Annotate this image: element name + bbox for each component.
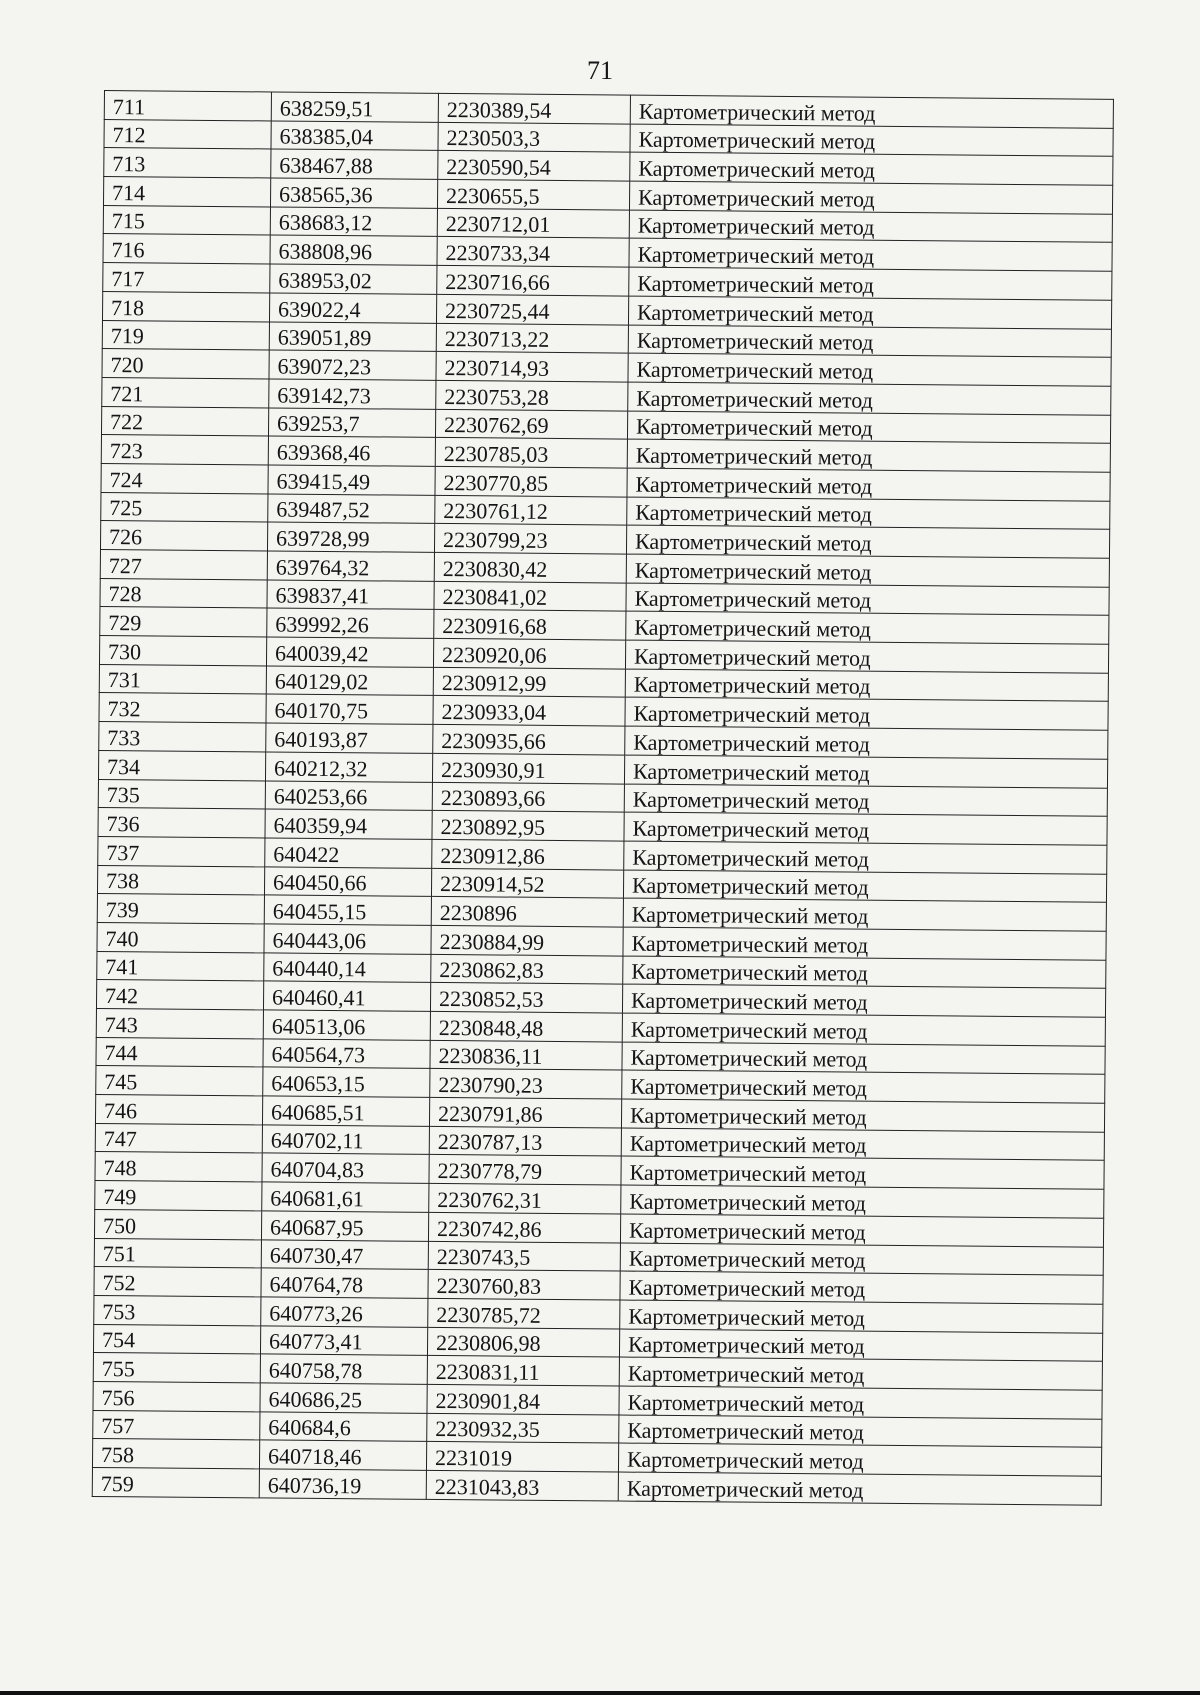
point-number-cell: 718 <box>102 291 269 321</box>
point-number-cell: 734 <box>98 750 265 780</box>
point-number-cell: 724 <box>101 463 268 493</box>
method-cell: Картометрический метод <box>619 1357 1102 1390</box>
point-number-cell: 717 <box>103 263 270 293</box>
method-cell: Картометрический метод <box>623 898 1106 931</box>
y-coordinate-cell: 2230590,54 <box>438 151 630 181</box>
method-cell: Картометрический метод <box>622 1070 1105 1103</box>
x-coordinate-cell: 640687,95 <box>261 1211 428 1241</box>
x-coordinate-cell: 640253,66 <box>265 780 432 810</box>
point-number-cell: 742 <box>96 980 263 1010</box>
point-number-cell: 736 <box>98 808 265 838</box>
method-cell: Картометрический метод <box>622 984 1105 1017</box>
point-number-cell: 740 <box>97 922 264 952</box>
y-coordinate-cell: 2230790,23 <box>430 1069 622 1099</box>
x-coordinate-cell: 640730,47 <box>261 1239 428 1269</box>
y-coordinate-cell: 2230896 <box>431 897 623 927</box>
y-coordinate-cell: 2230760,83 <box>428 1270 620 1300</box>
x-coordinate-cell: 640718,46 <box>259 1440 426 1470</box>
y-coordinate-cell: 2230884,99 <box>431 925 623 955</box>
method-cell: Картометрический метод <box>618 1443 1101 1476</box>
y-coordinate-cell: 2230893,66 <box>432 782 624 812</box>
y-coordinate-cell: 2230762,69 <box>435 409 627 439</box>
point-number-cell: 712 <box>104 119 271 149</box>
method-cell: Картометрический метод <box>627 439 1110 472</box>
method-cell: Картометрический метод <box>618 1472 1101 1505</box>
y-coordinate-cell: 2230935,66 <box>433 725 625 755</box>
x-coordinate-cell: 640773,41 <box>260 1325 427 1355</box>
y-coordinate-cell: 2230733,34 <box>437 237 629 267</box>
point-number-cell: 758 <box>92 1439 259 1469</box>
y-coordinate-cell: 2230791,86 <box>429 1097 621 1127</box>
x-coordinate-cell: 639487,52 <box>268 494 435 524</box>
point-number-cell: 716 <box>103 234 270 264</box>
y-coordinate-cell: 2230761,12 <box>435 495 627 525</box>
y-coordinate-cell: 2230713,22 <box>436 323 628 353</box>
y-coordinate-cell: 2230725,44 <box>436 294 628 324</box>
x-coordinate-cell: 640513,06 <box>263 1010 430 1040</box>
point-number-cell: 751 <box>94 1238 261 1268</box>
coordinates-table <box>92 90 1114 1505</box>
x-coordinate-cell: 640359,94 <box>265 809 432 839</box>
point-number-cell: 727 <box>100 549 267 579</box>
y-coordinate-cell: 2230770,85 <box>435 466 627 496</box>
x-coordinate-cell: 640193,87 <box>266 723 433 753</box>
y-coordinate-cell: 2230712,01 <box>437 208 629 238</box>
point-number-cell: 720 <box>102 349 269 379</box>
method-cell: Картометрический метод <box>625 726 1108 759</box>
x-coordinate-cell: 638953,02 <box>270 264 437 294</box>
method-cell: Картометрический метод <box>619 1386 1102 1419</box>
point-number-cell: 753 <box>94 1295 261 1325</box>
method-cell: Картометрический метод <box>620 1300 1103 1333</box>
x-coordinate-cell: 639764,32 <box>267 551 434 581</box>
method-cell: Картометрический метод <box>630 152 1113 185</box>
point-number-cell: 746 <box>95 1095 262 1125</box>
point-number-cell: 726 <box>100 521 267 551</box>
y-coordinate-cell: 2230848,48 <box>430 1011 622 1041</box>
y-coordinate-cell: 2230914,52 <box>431 868 623 898</box>
y-coordinate-cell: 2230799,23 <box>434 524 626 554</box>
x-coordinate-cell: 640758,78 <box>260 1354 427 1384</box>
x-coordinate-cell: 639992,26 <box>267 608 434 638</box>
table-body <box>92 91 1113 1505</box>
method-cell: Картометрический метод <box>622 1042 1105 1075</box>
x-coordinate-cell: 640685,51 <box>262 1096 429 1126</box>
method-cell: Картометрический метод <box>630 124 1113 157</box>
method-cell: Картометрический метод <box>628 296 1111 329</box>
y-coordinate-cell: 2230852,53 <box>430 983 622 1013</box>
y-coordinate-cell: 2230920,06 <box>433 638 625 668</box>
point-number-cell: 748 <box>95 1152 262 1182</box>
y-coordinate-cell: 2230785,03 <box>435 438 627 468</box>
method-cell: Картометрический метод <box>623 927 1106 960</box>
method-cell: Картометрический метод <box>629 181 1112 214</box>
point-number-cell: 747 <box>95 1123 262 1153</box>
x-coordinate-cell: 639415,49 <box>268 465 435 495</box>
x-coordinate-cell: 640450,66 <box>264 866 431 896</box>
method-cell: Картометрический метод <box>629 210 1112 243</box>
point-number-cell: 711 <box>104 91 271 121</box>
x-coordinate-cell: 640443,06 <box>264 924 431 954</box>
point-number-cell: 733 <box>99 722 266 752</box>
point-number-cell: 755 <box>93 1353 260 1383</box>
y-coordinate-cell: 2230933,04 <box>433 696 625 726</box>
point-number-cell: 752 <box>94 1267 261 1297</box>
method-cell: Картометрический метод <box>619 1415 1102 1448</box>
x-coordinate-cell: 640686,25 <box>260 1383 427 1413</box>
point-number-cell: 735 <box>98 779 265 809</box>
method-cell: Картометрический метод <box>622 1013 1105 1046</box>
method-cell: Картометрический метод <box>621 1099 1104 1132</box>
point-number-cell: 730 <box>99 636 266 666</box>
method-cell: Картометрический метод <box>619 1329 1102 1362</box>
y-coordinate-cell: 2230892,95 <box>432 811 624 841</box>
y-coordinate-cell: 2230806,98 <box>427 1327 619 1357</box>
point-number-cell: 722 <box>101 406 268 436</box>
y-coordinate-cell: 2230836,11 <box>430 1040 622 1070</box>
x-coordinate-cell: 638259,51 <box>271 92 438 122</box>
point-number-cell: 759 <box>92 1467 259 1497</box>
x-coordinate-cell: 638467,88 <box>271 149 438 179</box>
point-number-cell: 744 <box>96 1037 263 1067</box>
y-coordinate-cell: 2230912,99 <box>433 667 625 697</box>
y-coordinate-cell: 2230743,5 <box>428 1241 620 1271</box>
point-number-cell: 743 <box>96 1008 263 1038</box>
method-cell: Картометрический метод <box>627 497 1110 530</box>
y-coordinate-cell: 2230778,79 <box>429 1155 621 1185</box>
method-cell: Картометрический метод <box>626 583 1109 616</box>
x-coordinate-cell: 640564,73 <box>263 1039 430 1069</box>
x-coordinate-cell: 638808,96 <box>270 235 437 265</box>
x-coordinate-cell: 639142,73 <box>269 379 436 409</box>
x-coordinate-cell: 640422 <box>265 838 432 868</box>
method-cell: Картометрический метод <box>630 95 1113 128</box>
method-cell: Картометрический метод <box>624 755 1107 788</box>
point-number-cell: 721 <box>102 377 269 407</box>
x-coordinate-cell: 640704,83 <box>262 1153 429 1183</box>
method-cell: Картометрический метод <box>621 1128 1104 1161</box>
point-number-cell: 739 <box>97 894 264 924</box>
y-coordinate-cell: 2230930,91 <box>432 753 624 783</box>
method-cell: Картометрический метод <box>620 1243 1103 1276</box>
y-coordinate-cell: 2230862,83 <box>431 954 623 984</box>
point-number-cell: 725 <box>101 492 268 522</box>
point-number-cell: 750 <box>94 1209 261 1239</box>
x-coordinate-cell: 640764,78 <box>261 1268 428 1298</box>
method-cell: Картометрический метод <box>623 870 1106 903</box>
method-cell: Картометрический метод <box>620 1214 1103 1247</box>
x-coordinate-cell: 640170,75 <box>266 694 433 724</box>
x-coordinate-cell: 639253,7 <box>268 408 435 438</box>
y-coordinate-cell: 2230742,86 <box>428 1212 620 1242</box>
method-cell: Картометрический метод <box>625 669 1108 702</box>
method-cell: Картометрический метод <box>628 325 1111 358</box>
method-cell: Картометрический метод <box>626 525 1109 558</box>
method-cell: Картометрический метод <box>620 1271 1103 1304</box>
x-coordinate-cell: 640212,32 <box>265 752 432 782</box>
y-coordinate-cell: 2230762,31 <box>429 1184 621 1214</box>
page-number: 71 <box>587 56 613 85</box>
method-cell: Картометрический метод <box>629 267 1112 300</box>
method-cell: Картометрический метод <box>628 353 1111 386</box>
point-number-cell: 732 <box>99 693 266 723</box>
x-coordinate-cell: 638683,12 <box>270 207 437 237</box>
x-coordinate-cell: 640684,6 <box>260 1412 427 1442</box>
point-number-cell: 745 <box>96 1066 263 1096</box>
y-coordinate-cell: 2230912,86 <box>432 839 624 869</box>
point-number-cell: 715 <box>103 205 270 235</box>
y-coordinate-cell: 2230503,3 <box>438 122 630 152</box>
method-cell: Картометрический метод <box>621 1185 1104 1218</box>
x-coordinate-cell: 638385,04 <box>271 121 438 151</box>
x-coordinate-cell: 639051,89 <box>269 321 436 351</box>
y-coordinate-cell: 2231019 <box>426 1442 618 1472</box>
method-cell: Картометрический метод <box>626 554 1109 587</box>
point-number-cell: 749 <box>95 1181 262 1211</box>
point-number-cell: 756 <box>93 1381 260 1411</box>
y-coordinate-cell: 2230389,54 <box>438 93 630 123</box>
x-coordinate-cell: 638565,36 <box>270 178 437 208</box>
y-coordinate-cell: 2230753,28 <box>436 380 628 410</box>
y-coordinate-cell: 2230787,13 <box>429 1126 621 1156</box>
y-coordinate-cell: 2230785,72 <box>428 1298 620 1328</box>
method-cell: Картометрический метод <box>623 956 1106 989</box>
point-number-cell: 731 <box>99 664 266 694</box>
point-number-cell: 714 <box>103 177 270 207</box>
y-coordinate-cell: 2230716,66 <box>437 266 629 296</box>
method-cell: Картометрический метод <box>625 698 1108 731</box>
x-coordinate-cell: 640653,15 <box>263 1067 430 1097</box>
point-number-cell: 728 <box>100 578 267 608</box>
method-cell: Картометрический метод <box>621 1156 1104 1189</box>
x-coordinate-cell: 639728,99 <box>267 522 434 552</box>
x-coordinate-cell: 640460,41 <box>263 981 430 1011</box>
y-coordinate-cell: 2230901,84 <box>427 1384 619 1414</box>
point-number-cell: 737 <box>98 836 265 866</box>
method-cell: Картометрический метод <box>624 784 1107 817</box>
scan-edge <box>0 1691 1200 1695</box>
point-number-cell: 738 <box>97 865 264 895</box>
method-cell: Картометрический метод <box>628 382 1111 415</box>
point-number-cell: 741 <box>97 951 264 981</box>
y-coordinate-cell: 2230841,02 <box>434 581 626 611</box>
y-coordinate-cell: 2230831,11 <box>427 1356 619 1386</box>
y-coordinate-cell: 2231043,83 <box>426 1470 618 1500</box>
x-coordinate-cell: 639072,23 <box>269 350 436 380</box>
y-coordinate-cell: 2230916,68 <box>434 610 626 640</box>
y-coordinate-cell: 2230830,42 <box>434 552 626 582</box>
x-coordinate-cell: 640773,26 <box>261 1297 428 1327</box>
point-number-cell: 719 <box>102 320 269 350</box>
x-coordinate-cell: 640455,15 <box>264 895 431 925</box>
y-coordinate-cell: 2230655,5 <box>437 179 629 209</box>
x-coordinate-cell: 639022,4 <box>269 293 436 323</box>
method-cell: Картометрический метод <box>624 812 1107 845</box>
point-number-cell: 713 <box>104 148 271 178</box>
point-number-cell: 757 <box>93 1410 260 1440</box>
x-coordinate-cell: 640702,11 <box>262 1125 429 1155</box>
x-coordinate-cell: 640736,19 <box>259 1469 426 1499</box>
method-cell: Картометрический метод <box>624 841 1107 874</box>
x-coordinate-cell: 640681,61 <box>262 1182 429 1212</box>
point-number-cell: 729 <box>100 607 267 637</box>
x-coordinate-cell: 640440,14 <box>264 953 431 983</box>
method-cell: Картометрический метод <box>626 611 1109 644</box>
method-cell: Картометрический метод <box>629 239 1112 272</box>
y-coordinate-cell: 2230932,35 <box>427 1413 619 1443</box>
method-cell: Картометрический метод <box>627 468 1110 501</box>
x-coordinate-cell: 639837,41 <box>267 580 434 610</box>
x-coordinate-cell: 639368,46 <box>268 436 435 466</box>
method-cell: Картометрический метод <box>627 411 1110 444</box>
point-number-cell: 754 <box>93 1324 260 1354</box>
y-coordinate-cell: 2230714,93 <box>436 352 628 382</box>
point-number-cell: 723 <box>101 435 268 465</box>
method-cell: Картометрический метод <box>625 640 1108 673</box>
x-coordinate-cell: 640039,42 <box>266 637 433 667</box>
x-coordinate-cell: 640129,02 <box>266 666 433 696</box>
